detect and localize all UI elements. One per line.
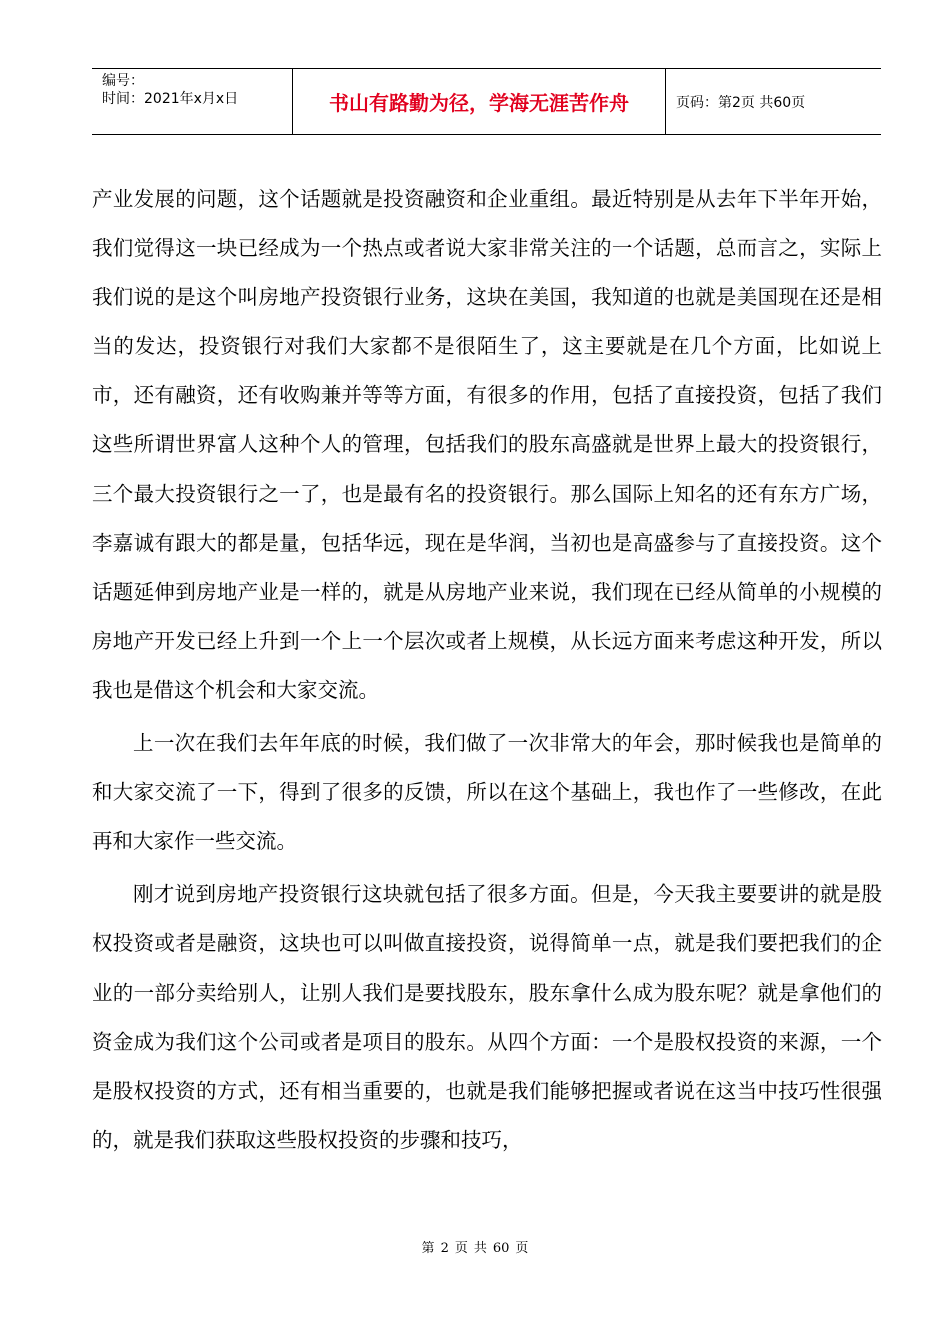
serial-number-label: 编号： — [102, 73, 144, 89]
header-motto-cell — [293, 69, 666, 134]
footer-total-pages: 60 — [492, 1241, 510, 1256]
page-header — [92, 68, 881, 135]
header-info-cell — [92, 69, 293, 134]
footer-di: 第 — [421, 1241, 435, 1256]
footer-ye2: 页 — [515, 1241, 529, 1256]
page-footer — [0, 1241, 950, 1257]
footer-page-number: 2 — [440, 1241, 449, 1256]
footer-gong: 共 — [473, 1241, 487, 1256]
paragraph-2: 上一次在我们去年年底的时候，我们做了一次非常大的年会，那时候我也是简单的和大家交流了一下，得到了很多的反馈，所以在这个基础上，我也作了一些修改，在此再和大家作一些交流。 — [92, 731, 882, 854]
time-label: 时间：2021年x月x日 — [102, 91, 239, 107]
header-motto: 书山有路勤为径，学海无涯苦作舟 — [329, 91, 629, 115]
paragraph-1: 产业发展的问题，这个话题就是投资融资和企业重组。最近特别是从去年下半年开始，我们觉得这一块已经成为一个热点或者说大家非常关注的一个话题，总而言之，实际上我们说的是这个叫房地产投资银行业务，这块在美国，我知道的也就是美国现在还是相当的发达，投资银行对我们大家都不是很陌生了，这主要就是在几个方面，比如说上市，还有融资，还有收购兼并等等方面，有很多的作用，包括了直接投资，包括了我们这些所谓世界富人这种个人的管理，包括我们的股东高盛就是世界上最大的投资银行，三个最大投资银行之一了，也是最有名的投资银行。那么国际上知名的还有东方广场，李嘉诚有跟大的都是量，包括华远，现在是华润，当初也是高盛参与了直接投资。这个话题延伸到房地产业是一样的，就是从房地产业来说，我们现在已经从简单的小规模的房地产开发已经上升到一个上一个层次或者上规模，从长远方面来考虑这种开发，所以我也是借这个机会和大家交流。 — [92, 187, 882, 702]
header-page-cell — [666, 69, 881, 134]
page-code: 页码：第2页 共60页 — [676, 95, 806, 111]
body-text — [92, 175, 882, 1165]
paragraph-3: 刚才说到房地产投资银行这块就包括了很多方面。但是，今天我主要要讲的就是股权投资或者是融资，这块也可以叫做直接投资，说得简单一点，就是我们要把我们的企业的一部分卖给别人，让别人我们是要找股东，股东拿什么成为股东呢？就是拿他们的资金成为我们这个公司或者是项目的股东。从四个方面：一个是股权投资的来源，一个是股权投资的方式，还有相当重要的，也就是我们能够把握或者说在这当中技巧性很强的，就是我们获取这些股权投资的步骤和技巧， — [92, 882, 882, 1152]
footer-ye: 页 — [454, 1241, 468, 1256]
